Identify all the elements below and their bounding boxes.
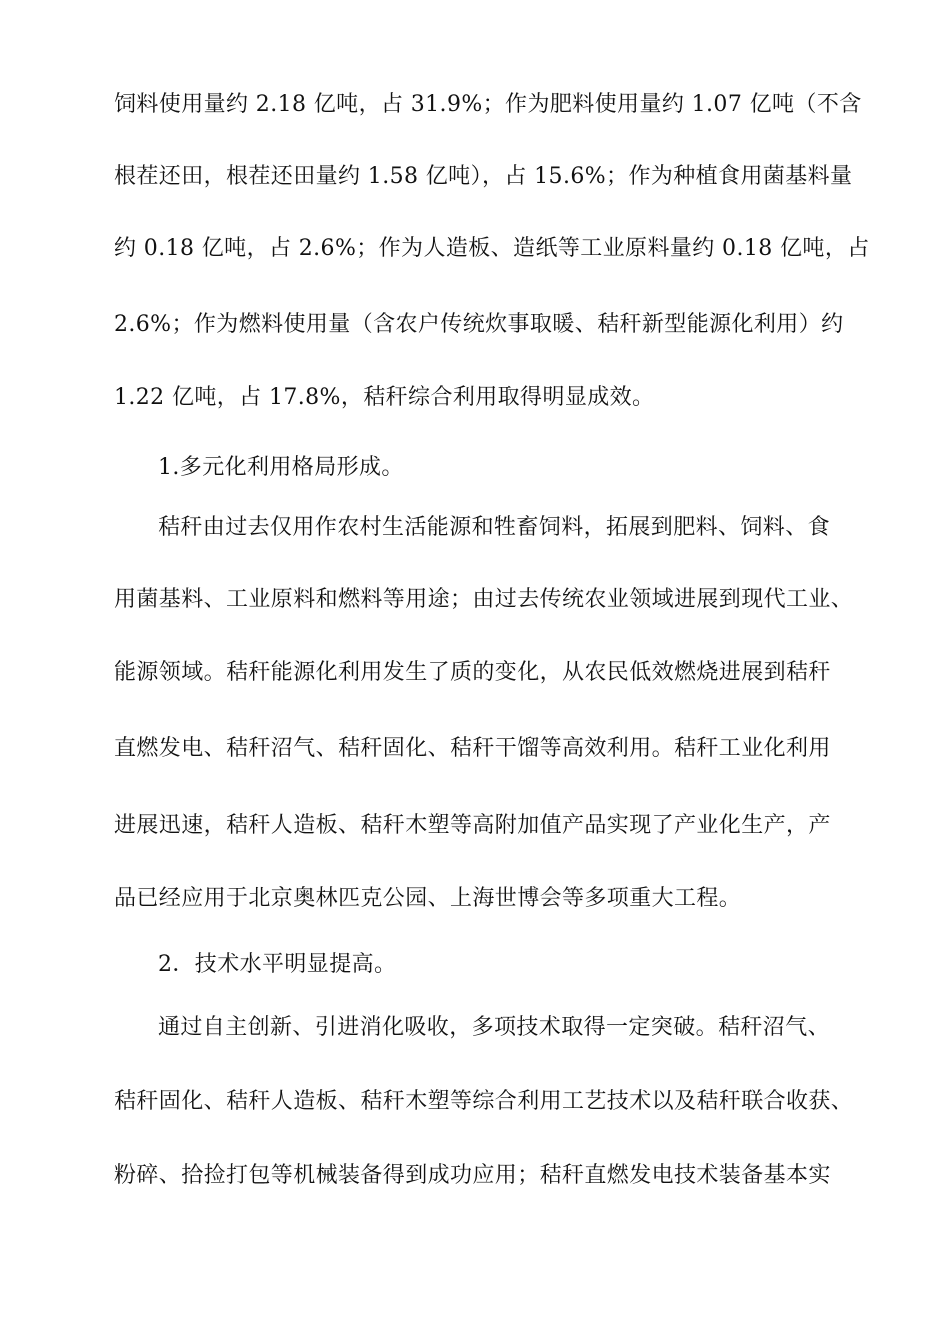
body-text-line: 通过自主创新、引进消化吸收，多项技术取得一定突破。秸秆沼气、: [158, 1015, 831, 1040]
body-text-line: 秸秆由过去仅用作农村生活能源和牲畜饲料，拓展到肥料、饲料、食: [158, 515, 831, 540]
body-text-line: 能源领域。秸秆能源化利用发生了质的变化，从农民低效燃烧进展到秸秆: [114, 660, 831, 685]
section-heading: 1.多元化利用格局形成。: [158, 455, 404, 480]
body-text-line: 根茬还田，根茬还田量约 1.58 亿吨），占 15.6%；作为种植食用菌基料量: [114, 164, 853, 189]
body-text-line: 饲料使用量约 2.18 亿吨，占 31.9%；作为肥料使用量约 1.07 亿吨（不含: [114, 92, 862, 117]
section-heading: 2．技术水平明显提高。: [158, 952, 397, 977]
body-text-line: 进展迅速，秸秆人造板、秸秆木塑等高附加值产品实现了产业化生产，产: [114, 813, 831, 838]
body-text-line: 约 0.18 亿吨，占 2.6%；作为人造板、造纸等工业原料量约 0.18 亿吨，占: [114, 236, 870, 261]
body-text-line: 2.6%；作为燃料使用量（含农户传统炊事取暖、秸秆新型能源化利用）约: [114, 312, 844, 337]
body-text-line: 秸秆固化、秸秆人造板、秸秆木塑等综合利用工艺技术以及秸秆联合收获、: [114, 1089, 854, 1114]
body-text-line: 品已经应用于北京奥林匹克公园、上海世博会等多项重大工程。: [114, 886, 742, 911]
body-text-line: 直燃发电、秸秆沼气、秸秆固化、秸秆干馏等高效利用。秸秆工业化利用: [114, 736, 831, 761]
body-text-line: 用菌基料、工业原料和燃料等用途；由过去传统农业领域进展到现代工业、: [114, 587, 854, 612]
body-text-line: 粉碎、拾捡打包等机械装备得到成功应用；秸秆直燃发电技术装备基本实: [114, 1163, 831, 1188]
body-text-line: 1.22 亿吨，占 17.8%，秸秆综合利用取得明显成效。: [114, 385, 655, 410]
